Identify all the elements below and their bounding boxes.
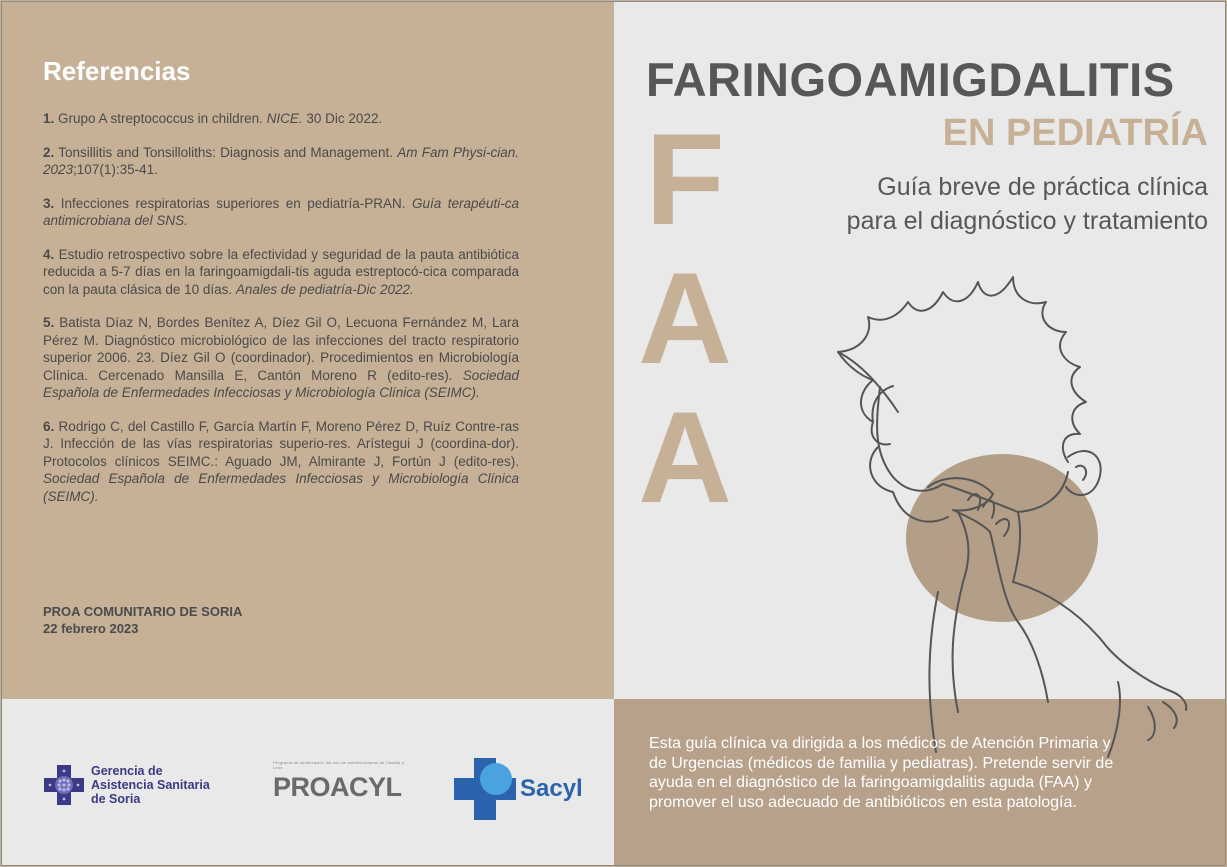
acronym-letter: F bbox=[645, 106, 725, 252]
subtitle: EN PEDIATRÍA bbox=[942, 112, 1208, 154]
proacyl-tagline: Programa de optimización del uso de antimicrobianos de Castilla y León bbox=[273, 760, 405, 770]
gas-soria-logo bbox=[42, 763, 210, 807]
reference-item: 2. Tonsillitis and Tonsilloliths: Diagnosis and Management. Am Fam Physi-cian. 2023;107(1):35-41. bbox=[43, 144, 519, 177]
proacyl-wordmark: PROACYL bbox=[273, 772, 402, 802]
main-title: FARINGOAMIGDALITIS bbox=[646, 53, 1175, 106]
reference-item: 6. Rodrigo C, del Castillo F, García Martín F, Moreno Pérez D, Ruíz Contre-ras J. Infección de las vías respiratorias superio-res. Arístegui J (coordina-dor). Protocolos clínicos SEIMC.: Aguado JM, Almirante J, Fortún J (edito-res). Sociedad Española de Enfermedades Infecciosas y Microbiología Clínica (SEIMC). bbox=[43, 418, 519, 504]
reference-item: 4. Estudio retrospectivo sobre la efectividad y seguridad de la pauta antibiótica reducida a 5-7 días en la faringoamigdali-tis aguda estreptocó-cica comparada con la pauta clásica de 10 días. Anales de pediatría-Dic 2022. bbox=[43, 246, 519, 297]
guide-description: Esta guía clínica va dirigida a los médicos de Atención Primaria y de Urgencias (médicos de familia y pediatras). Pretende servir de ayuda en el diagnóstico de la faringoamigdalitis aguda (FAA) y promover el uso adecuado de antibióticos en esta patología. bbox=[649, 735, 1114, 811]
references-list bbox=[43, 110, 519, 521]
reference-item: 3. Infecciones respiratorias superiores en pediatría-PRAN. Guía terapéuti-ca antimicrobiana del SNS. bbox=[43, 195, 519, 228]
gas-cross-icon bbox=[42, 763, 86, 807]
acronym-letter: A bbox=[638, 384, 732, 530]
sacyl-wordmark: Sacyl bbox=[520, 775, 583, 802]
acronym-letter: A bbox=[638, 245, 732, 391]
proacyl-logo bbox=[273, 760, 409, 810]
organization-block bbox=[43, 603, 242, 637]
reference-item: 1. Grupo A streptococcus in children. NICE. 30 Dic 2022. bbox=[43, 111, 383, 126]
organization-name: PROA COMUNITARIO DE SORIA bbox=[43, 604, 243, 619]
sacyl-logo bbox=[454, 758, 583, 820]
gas-logo-text: Gerencia de Asistencia Sanitaria de Soria bbox=[91, 764, 210, 806]
reference-item: 5. Batista Díaz N, Bordes Benítez A, Díez Gil O, Lecuona Fernández M, Lara Pérez M. Diagnóstico microbiológico de las infecciones del tracto respiratorio superior 2006. 23. Díez Gil O (coordinador). Procedimientos en Microbiología Clínica. Cercenado Mansilla E, Cantón Moreno R (edito-res). Sociedad Española de Enfermedades Infecciosas y Microbiología Clínica (SEIMC). bbox=[43, 315, 519, 400]
publication-date: 22 febrero 2023 bbox=[43, 621, 139, 636]
references-heading: Referencias bbox=[43, 56, 191, 86]
sacyl-cross-icon bbox=[454, 758, 516, 820]
child-sore-throat-illustration bbox=[818, 262, 1198, 762]
faa-acronym bbox=[630, 106, 740, 530]
guide-tagline: Guía breve de práctica clínica para el diagnóstico y tratamiento bbox=[846, 173, 1208, 235]
